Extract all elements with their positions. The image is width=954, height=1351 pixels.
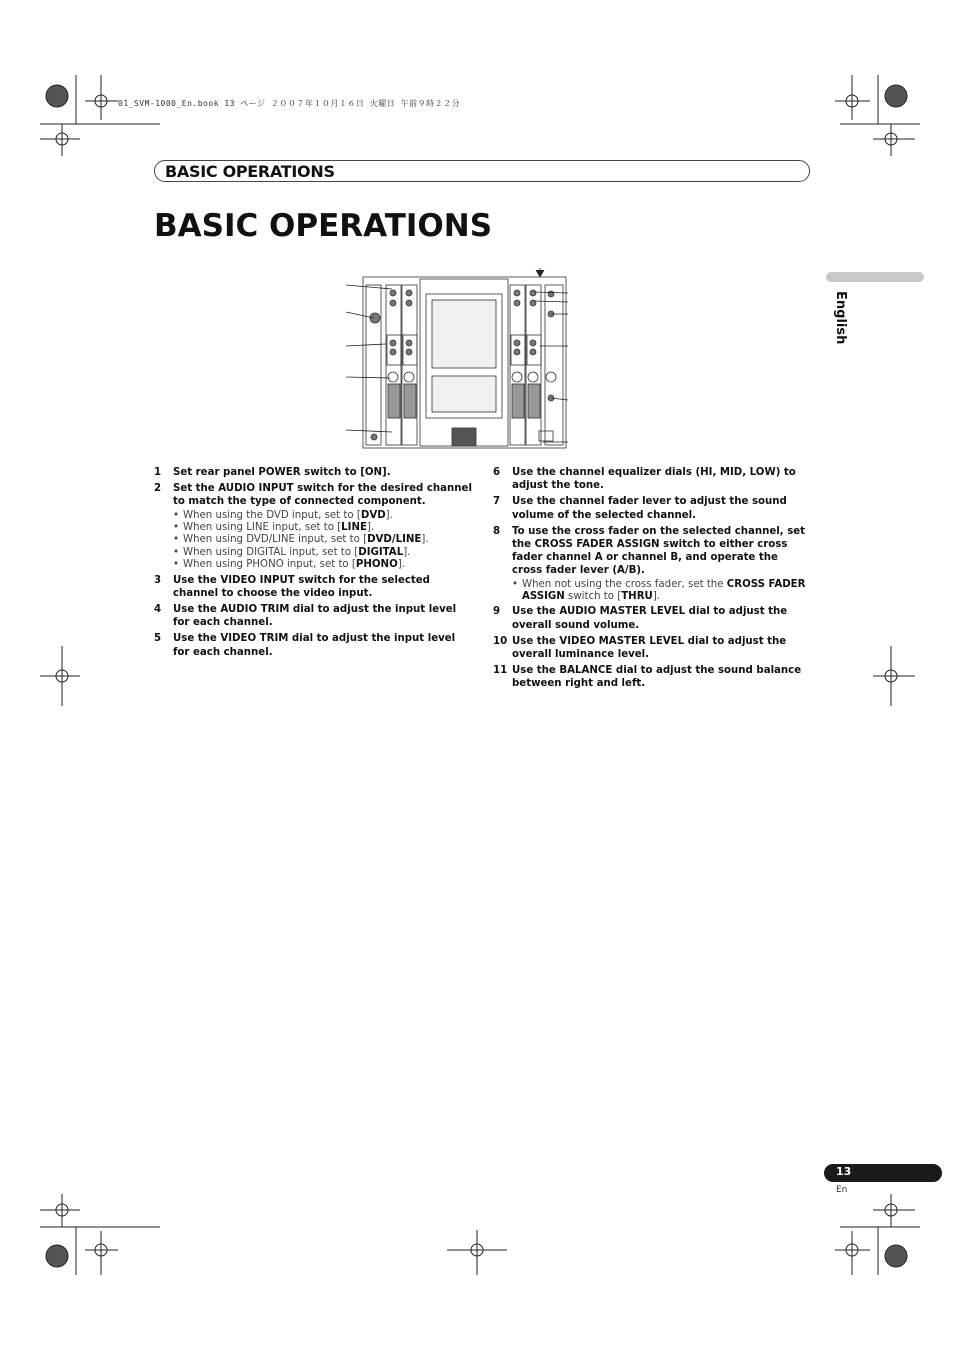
registration-target-icon — [885, 85, 907, 107]
step-number: 9 — [493, 606, 501, 618]
language-tab — [826, 272, 924, 282]
step-9 — [493, 605, 811, 631]
bullet-item: • When using DVD/LINE input, set to [DVD/LINE]. — [173, 534, 474, 546]
step-2-bullets — [173, 510, 474, 572]
step-number: 6 — [493, 467, 501, 478]
step-number: 10 — [493, 635, 508, 647]
step-text: Set the AUDIO INPUT switch for the desired channel to match the type of connected component. — [173, 483, 472, 508]
step-number: 4 — [154, 604, 162, 616]
step-text: Use the BALANCE dial to adjust the sound balance between right and left. — [512, 665, 802, 690]
step-number: 3 — [154, 574, 162, 586]
step-7 — [493, 495, 811, 521]
step-number: 5 — [154, 633, 162, 645]
step-text: Use the channel equalizer dials (HI, MID, LOW) to adjust the tone. — [512, 467, 796, 492]
bullet-item: • When using the DVD input, set to [DVD]. — [173, 510, 474, 522]
step-text: Set rear panel POWER switch to [ON]. — [173, 467, 391, 478]
step-text: Use the VIDEO TRIM dial to adjust the input level for each channel. — [173, 633, 456, 658]
step-5 — [154, 632, 474, 658]
step-text: To use the cross fader on the selected channel, set the CROSS FADER ASSIGN switch to either cross fader channel A or channel B, and operate the cross fader lever (A/B). — [512, 525, 806, 577]
registration-target-icon — [885, 1245, 907, 1267]
step-8 — [493, 525, 811, 578]
step-number: 7 — [493, 496, 501, 508]
page-title: BASIC OPERATIONS — [154, 208, 493, 244]
step-8-bullets — [512, 579, 811, 604]
section-label: BASIC OPERATIONS — [165, 162, 335, 181]
step-number: 2 — [154, 483, 162, 495]
step-text: Use the AUDIO TRIM dial to adjust the input level for each channel. — [173, 604, 457, 629]
steps-right-column — [493, 466, 811, 694]
steps-left-column — [154, 466, 474, 662]
language-label: English — [833, 291, 848, 345]
step-3 — [154, 574, 474, 600]
step-10 — [493, 635, 811, 661]
step-text: Use the AUDIO MASTER LEVEL dial to adjust the overall sound volume. — [512, 606, 788, 631]
step-number: 11 — [493, 665, 508, 677]
mixer-diagram — [346, 268, 568, 448]
step-11 — [493, 664, 811, 690]
print-header: 01_SVM-1000_En.book 13 ページ ２００７年１０月１６日 火曜日 午前９時２２分 — [118, 99, 461, 108]
bullet-item: • When not using the cross fader, set the CROSS FADER ASSIGN switch to [THRU]. — [512, 579, 811, 604]
registration-target-icon — [46, 85, 68, 107]
page-number: 13 — [836, 1165, 852, 1178]
bullet-item: • When using PHONO input, set to [PHONO]. — [173, 559, 474, 571]
step-text: Use the channel fader lever to adjust the sound volume of the selected channel. — [512, 496, 787, 521]
step-number: 8 — [493, 525, 501, 537]
step-number: 1 — [154, 467, 162, 478]
bullet-item: • When using DIGITAL input, set to [DIGITAL]. — [173, 547, 474, 559]
bullet-item: • When using LINE input, set to [LINE]. — [173, 522, 474, 534]
step-text: Use the VIDEO MASTER LEVEL dial to adjust the overall luminance level. — [512, 635, 787, 661]
step-2 — [154, 482, 474, 508]
registration-target-icon — [46, 1245, 68, 1267]
step-6 — [493, 466, 811, 492]
step-1 — [154, 466, 474, 479]
step-text: Use the VIDEO INPUT switch for the selected channel to choose the video input. — [173, 574, 430, 599]
section-header-bar — [154, 160, 810, 182]
page-lang-code: En — [836, 1185, 848, 1195]
step-4 — [154, 603, 474, 629]
